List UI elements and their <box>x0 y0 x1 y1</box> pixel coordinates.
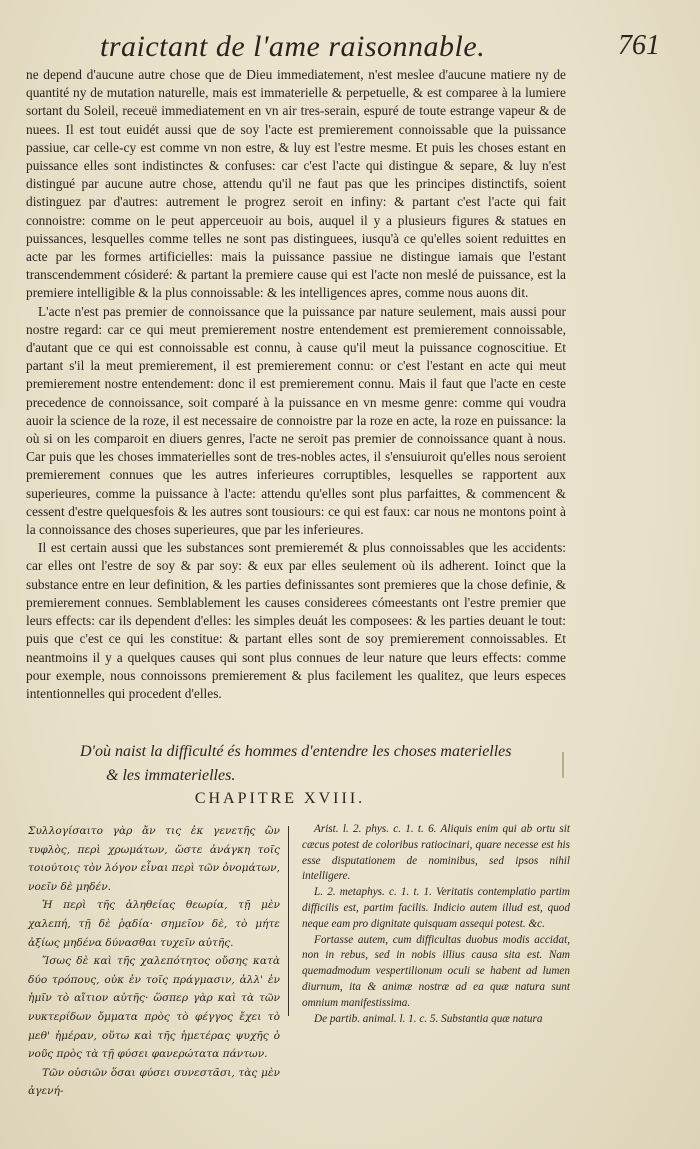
running-title: traictant de l'ame raisonnable. <box>100 30 486 63</box>
column-divider <box>288 826 289 1016</box>
greek-paragraph-3: Ἴσως δὲ καὶ τῆς χαλεπότητος οὔσης κατὰ δύο τρόπους, οὐκ ἐν τοῖς πράγμασιν, ἀλλ' ἐν ἡμῖν τὸ αἴτιον αὐτῆς· ὥσπερ γὰρ καὶ τὰ τῶν νυκτερίδων ὄμματα πρὸς τὸ φέγγος ἔχει τὸ μεθ' ἡμέραν, οὕτω καὶ τῆς ἡμετέρας ψυχῆς ὁ νοῦς πρὸς τὰ τῇ φύσει φανερώτατα πάντων. <box>28 955 280 1061</box>
margin-mark <box>562 752 564 778</box>
section-title <box>60 740 560 788</box>
latin-column <box>302 822 570 1027</box>
greek-column <box>28 822 280 1101</box>
greek-paragraph-4: Τῶν οὐσιῶν ὅσαι φύσει συνεστᾶσι, τὰς μὲν ἀγενή- <box>28 1066 280 1098</box>
latin-paragraph-4: De partib. animal. l. 1. c. 5. Substantia quæ natura <box>314 1012 543 1025</box>
page-number: 761 <box>618 30 660 61</box>
greek-paragraph-2: Ἡ περὶ τῆς ἀληθείας θεωρία, τῇ μὲν χαλεπή, τῇ δὲ ῥᾳδία· σημεῖον δὲ, τὸ μήτε ἀξίως μηδένα δύνασθαι τυχεῖν αὐτῆς. <box>28 899 280 949</box>
chapter-heading: CHAPITRE XVIII. <box>194 790 366 807</box>
paragraph-2: L'acte n'est pas premier de connoissance que la puissance par nature seulement, mais aussi pour nostre regard: car ce qui meut premierement nostre entendement est premierement connoissable, d'autant que ce qui est connoissable est connu, à cause qu'il meut la puissance cognoscitiue. Et partant s'il la meut premierement, il est premierement connu: or c'est l'estant en acte qui meut premierement nostre entendement: donc il est premierement connu. Mais il faut que l'acte en ceste precedence de connoissance, soit comparé à la puissance en vn mesme genre: comme qui voudra auoir la science de la roze, il est necessaire de connoistre par la roze en acte, la roze en puissance: la où si on les comparoit en diuers genres, l'acte ne seroit pas premier de connoissance quant à nous. Car puis que les choses immaterielles sont de tres-nobles actes, il s'ensuiuroit qu'elles nous seroient premierement connues que les autres inferieures corruptibles, lesquelles se rapportent aux superieures, comme la puissance à l'acte: attendu qu'elles sont plus parfaittes, & commencent & cessent d'estre quelquesfois & les autres sont tousiours: ce qui est faux: car nous ne montons point à la connoissance des choses superieures, que par les inferieures. <box>26 303 566 538</box>
section-title-line-2: & les immaterielles. <box>106 767 236 784</box>
latin-paragraph-1: Arist. l. 2. phys. c. 1. t. 6. Aliquis enim qui ab ortu sit cæcus potest de coloribus ratiocinari, quare necesse est his esse disputationem de nominibus, sed ipsos nihil intelligere. <box>302 823 570 883</box>
section-title-line-1: D'où naist la difficulté és hommes d'entendre les choses materielles <box>80 743 512 760</box>
paragraph-1: ne depend d'aucune autre chose que de Dieu immediatement, n'est meslee d'aucune matiere ny de quantité ny de mutation naturelle, mais est immaterielle & perpetuelle, & est comparee à la lumiere sortant du Soleil, receuë immediatement en vn air tres-serain, espuré de toute estrange vapeur & de nuees. Il est tout euidét aussi que de soy l'acte est premierement connoissable que la puissance passiue, car celle-cy est comme vn non estre, & luy est l'estre mesme. Et puis les choses estant en puissance elles sont indistinctes & confuses: car c'est l'acte qui distingue & separe, & luy n'est distingué par aucune autre chose, attendu qu'il ne faut pas que les principes distinctifs, soient distinguez par d'autres: autrement le progrez seroit en infiny: & partant c'est l'acte qui fait connoistre: comme on le peut apperceuoir au bois, auquel il y a plusieurs figures & statues en puissances, lesquelles comme telles ne sont pas distinguees, iusqu'à ce qu'elles soient reduittes en acte par les formes artificielles: mais la puissance passiue ne distingue iamais que l'estant transcendemment cósideré: & partant la premiere cause qui est l'acte non meslé de puissance, est la premiere intelligible & la plus connoissable: & les intelligences apres, comme nous auons dit. <box>26 67 566 301</box>
latin-paragraph-2: L. 2. metaphys. c. 1. t. 1. Veritatis contemplatio partim difficilis est, partim facilis. Indicio autem illud est, quod neque eam pro dignitate quisquam assequi potest. &c. <box>302 886 570 930</box>
latin-paragraph-3: Fortasse autem, cum difficultas duobus modis accidat, non in rebus, sed in nobis illius causa sita est. Nam quemadmodum vespertilionum oculi se habent ad lumen diurnum, ita & animæ nostræ ad ea quæ natura sunt omnium manifestissima. <box>302 933 570 1009</box>
page-header <box>100 28 660 68</box>
greek-paragraph-1: Συλλογίσαιτο γὰρ ἄν τις ἐκ γενετῆς ὢν τυφλὸς, περὶ χρωμάτων, ὥστε ἀνάγκη τοῖς τοιούτοις τὸν λόγον εἶναι περὶ τῶν ὀνομάτων, νοεῖν δὲ μηδέν. <box>28 825 280 893</box>
main-text <box>26 66 566 703</box>
paragraph-3: Il est certain aussi que les substances sont premieremét & plus connoissables que les accidents: car elles ont l'estre de soy & par soy: & eux par elles seulement où ils adherent. Ioinct que la substance entre en leur definition, & les parties definissantes sont premieres que la chose definie, & premierement connues. Semblablement les causes considerees cómeestants ont l'estre premier que leurs effects: car ils dependent d'elles: les simples deuát les composees: & les parties deuant le tout: puis que c'est ce qui les constitue: & partant elles sont de soy premierement connoissables. Et neantmoins il y a quelques causes qui sont plus connues de leur nature que leurs effects: comme pour exemple, nous connoissons premierement & plus facilement les qualitez, que leurs especes intentionnelles qui procedent d'elles. <box>26 540 566 701</box>
